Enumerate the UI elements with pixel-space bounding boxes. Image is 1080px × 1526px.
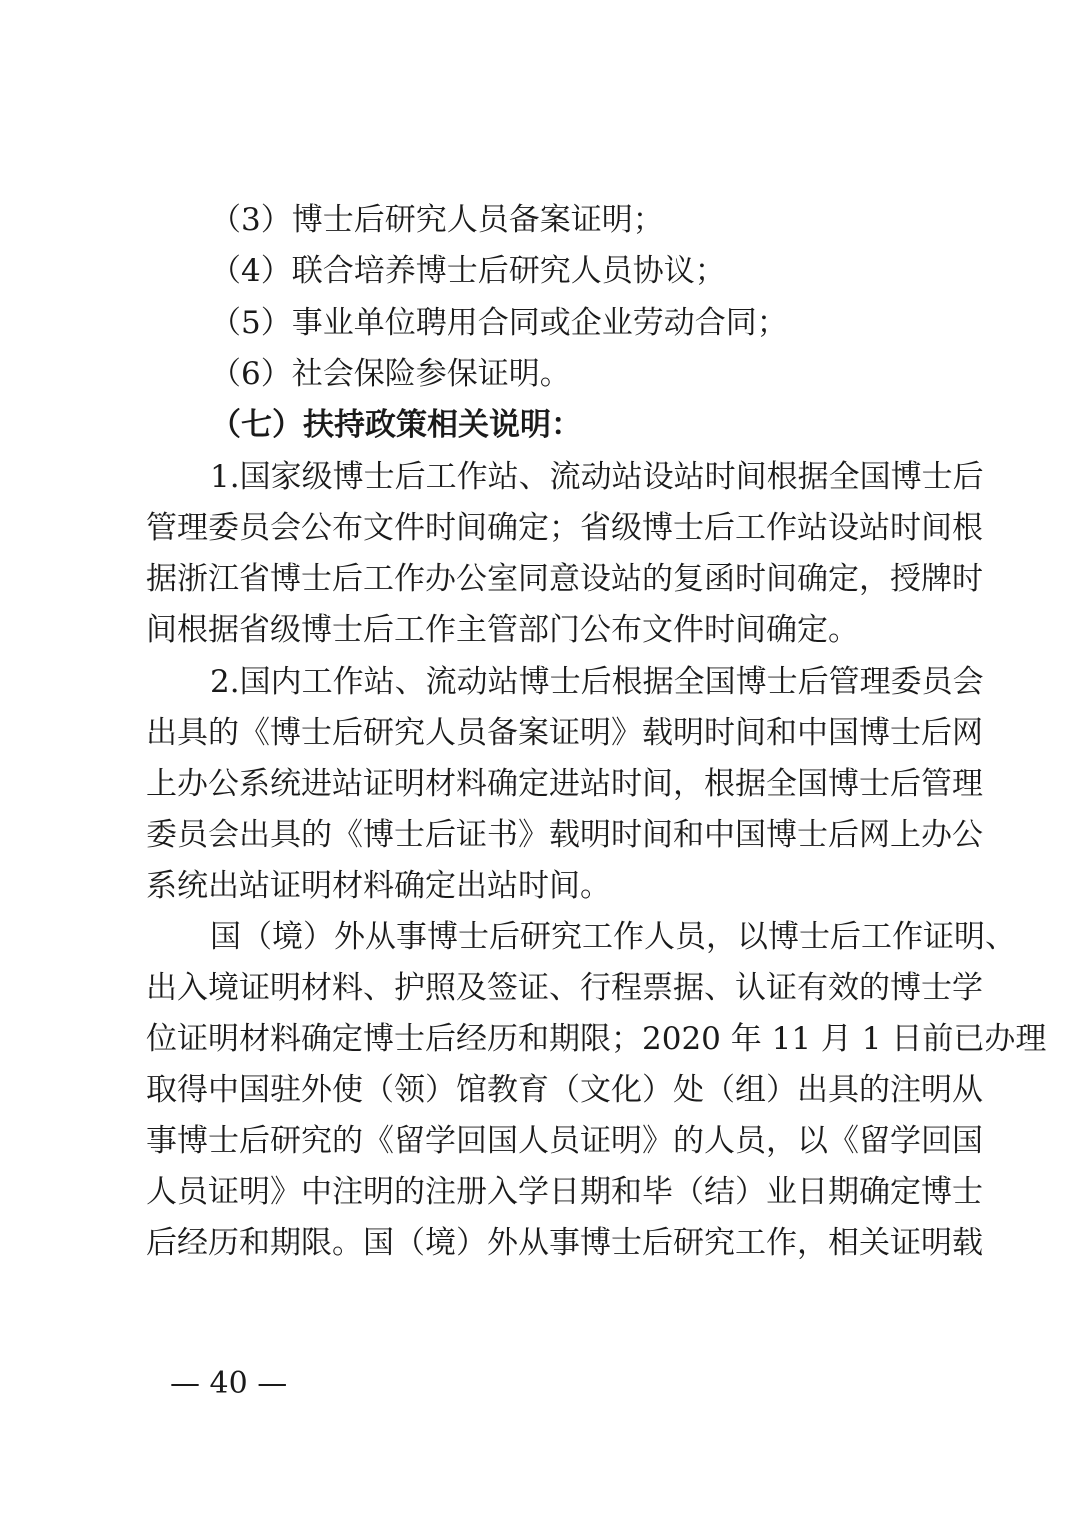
paragraph-line: 系统出站证明材料确定出站时间。 <box>146 868 611 904</box>
list-item-5: （5）事业单位聘用合同或企业劳动合同； <box>210 305 788 341</box>
paragraph-line: 管理委员会公布文件时间确定；省级博士后工作站设站时间根 <box>146 510 983 546</box>
paragraph-line: 出具的《博士后研究人员备案证明》载明时间和中国博士后网 <box>146 715 983 751</box>
paragraph-line: 国（境）外从事博士后研究工作人员，以博士后工作证明、 <box>210 919 1016 955</box>
paragraph-line: 人员证明》中注明的注册入学日期和毕（结）业日期确定博士 <box>146 1174 983 1210</box>
paragraph-line: 2.国内工作站、流动站博士后根据全国博士后管理委员会 <box>210 664 984 700</box>
section-heading: （七）扶持政策相关说明： <box>210 407 582 443</box>
list-item-3: （3）博士后研究人员备案证明； <box>210 202 664 238</box>
paragraph-line: 后经历和期限。国（境）外从事博士后研究工作，相关证明载 <box>146 1225 983 1261</box>
page-number: — 40 — <box>170 1366 288 1401</box>
paragraph-line: 间根据省级博士后工作主管部门公布文件时间确定。 <box>146 612 859 648</box>
paragraph-line: 位证明材料确定博士后经历和期限；2020 年 11 月 1 日前已办理 <box>146 1021 1047 1057</box>
list-item-4: （4）联合培养博士后研究人员协议； <box>210 253 726 289</box>
paragraph-line: 事博士后研究的《留学回国人员证明》的人员，以《留学回国 <box>146 1123 983 1159</box>
paragraph-line: 1.国家级博士后工作站、流动站设站时间根据全国博士后 <box>210 459 984 495</box>
paragraph-line: 取得中国驻外使（领）馆教育（文化）处（组）出具的注明从 <box>146 1072 983 1108</box>
paragraph-line: 出入境证明材料、护照及签证、行程票据、认证有效的博士学 <box>146 970 983 1006</box>
paragraph-line: 据浙江省博士后工作办公室同意设站的复函时间确定，授牌时 <box>146 561 983 597</box>
paragraph-line: 上办公系统进站证明材料确定进站时间，根据全国博士后管理 <box>146 766 983 802</box>
paragraph-line: 委员会出具的《博士后证书》载明时间和中国博士后网上办公 <box>146 817 983 853</box>
list-item-6: （6）社会保险参保证明。 <box>210 356 571 392</box>
